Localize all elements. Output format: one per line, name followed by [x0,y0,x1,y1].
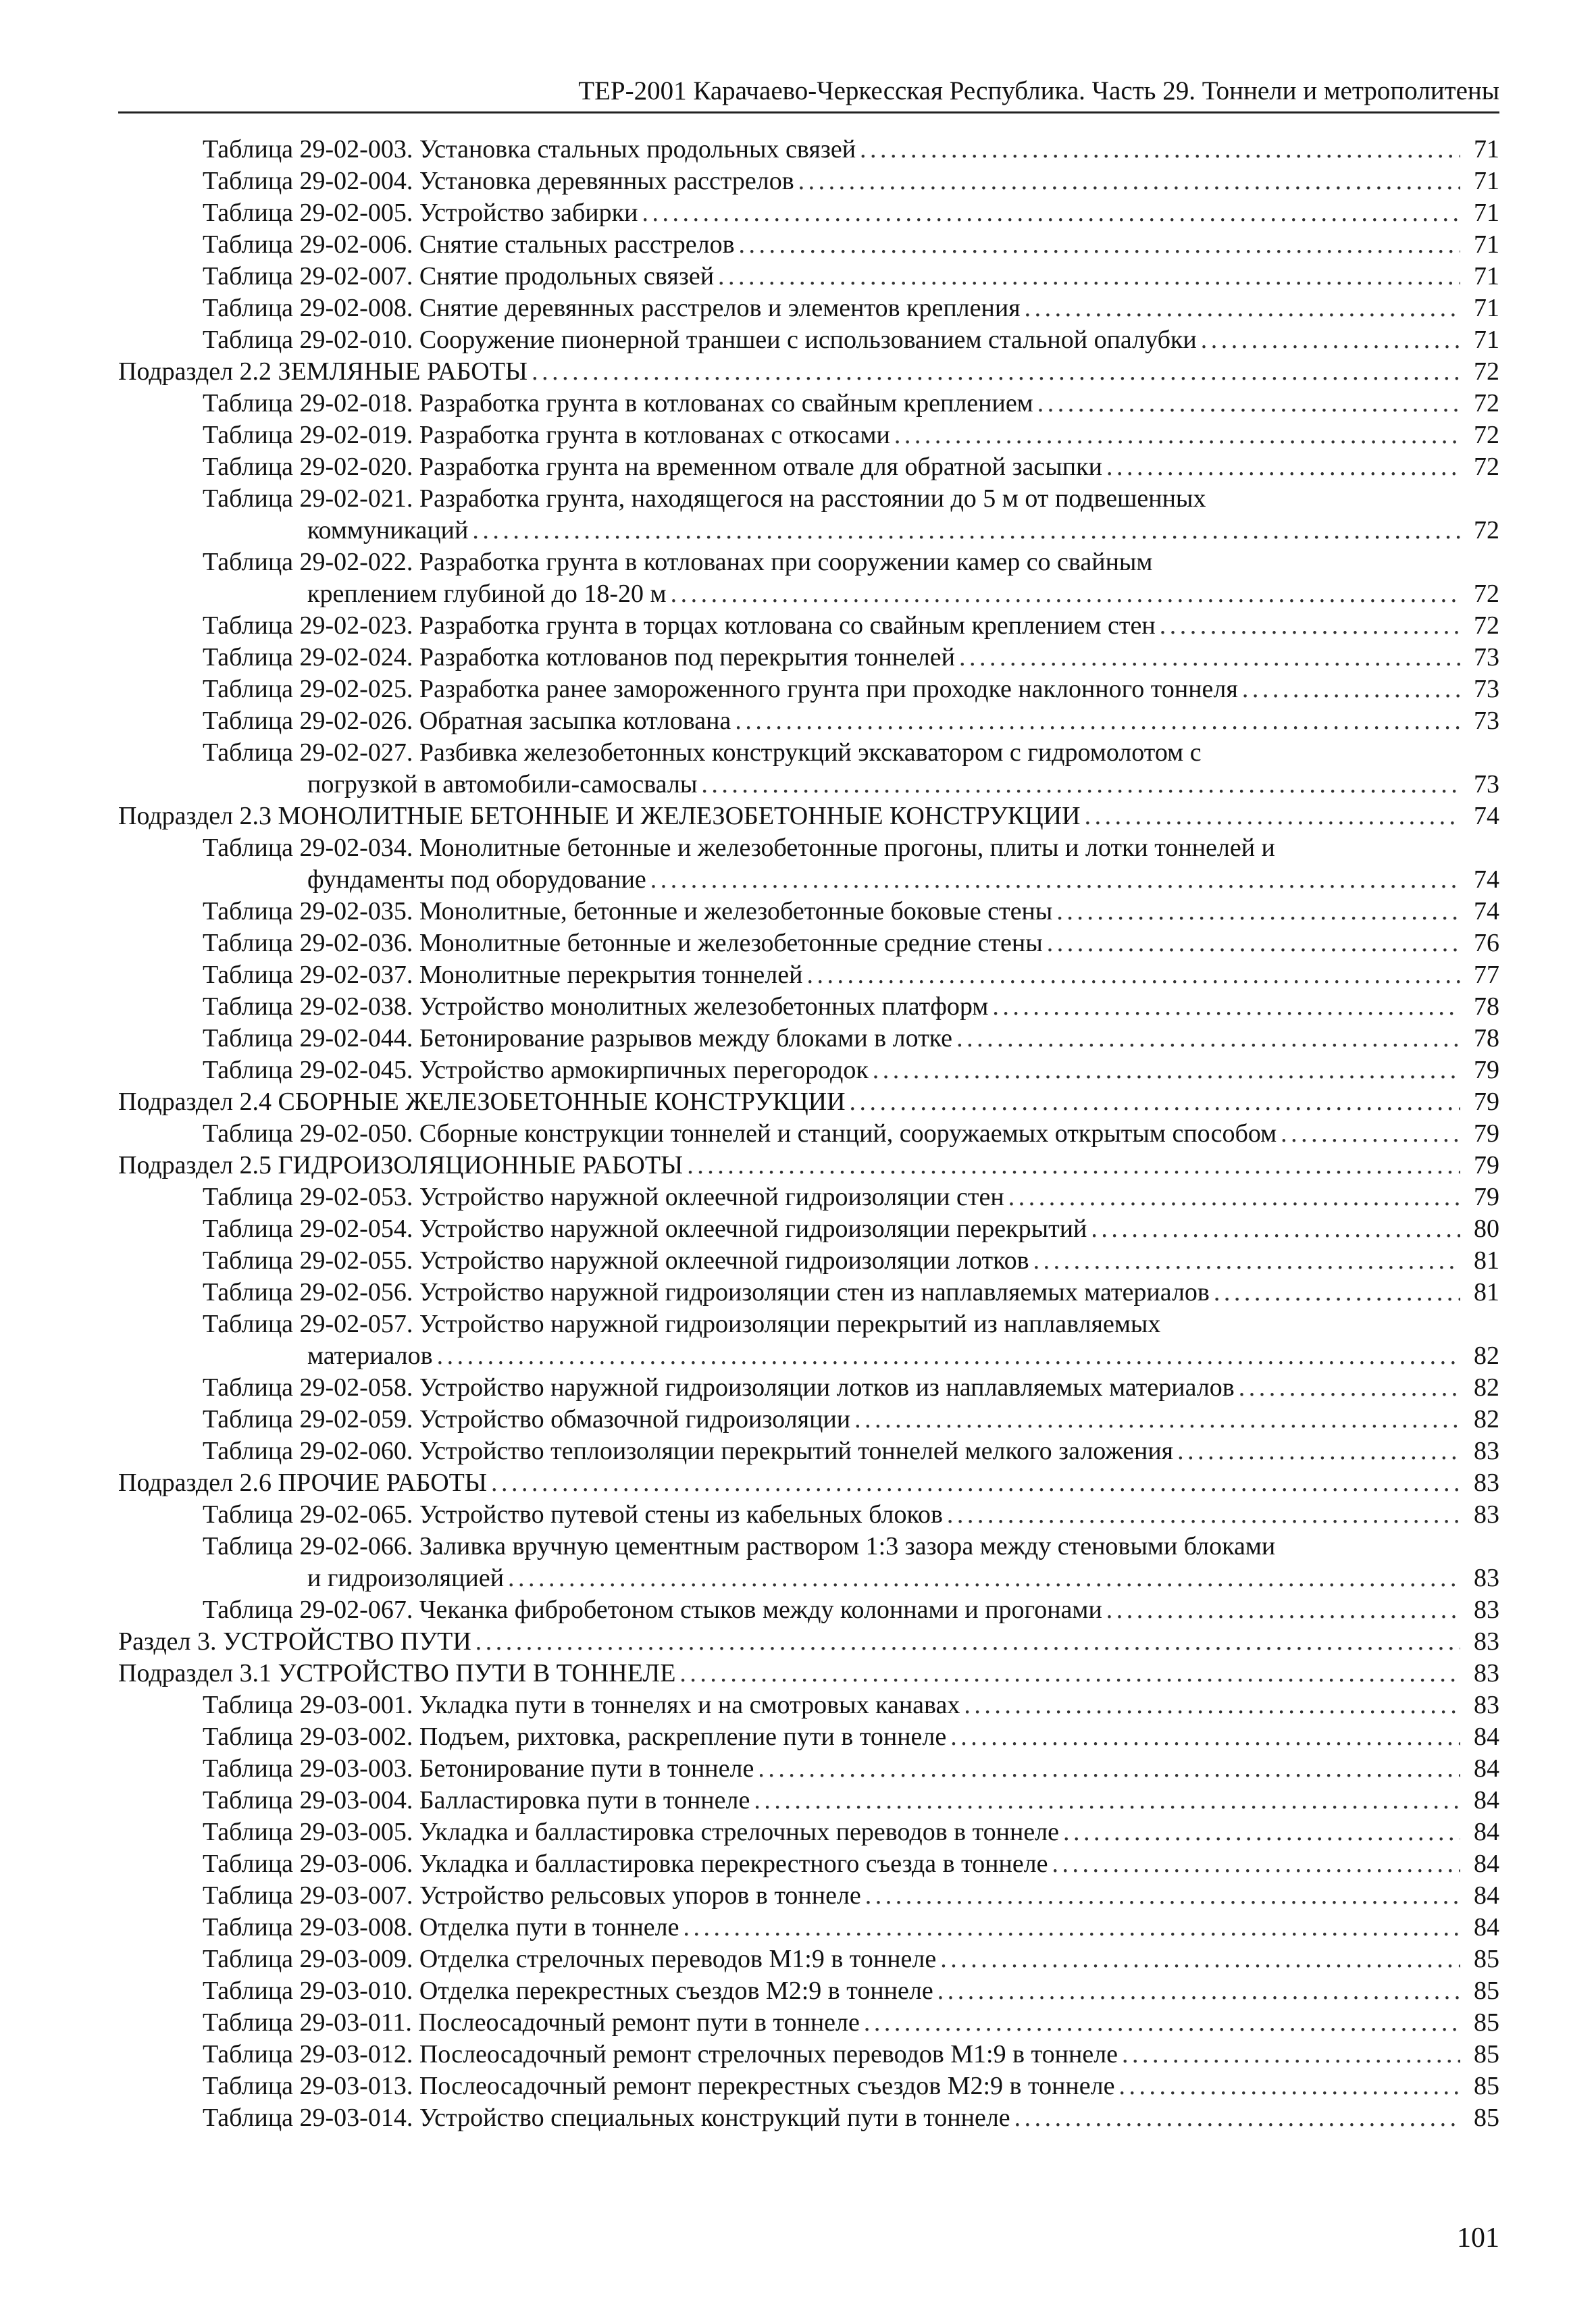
dot-leader [472,515,1460,547]
toc-entry-title: Таблица 29-03-013. Послеосадочный ремонт перекрестных съездов М2:9 в тоннеле [203,2072,1115,2100]
toc-entry-continuation [203,515,1499,547]
toc-entry-title: Таблица 29-03-007. Устройство рельсовых упоров в тоннеле [203,1881,861,1910]
toc-entry-title: Таблица 29-02-037. Монолитные перекрытия тоннелей [203,961,803,989]
toc-entry-page: 84 [1474,1754,1499,1783]
toc-table-entry[interactable] [118,388,1499,420]
toc-entry-page: 85 [1474,2104,1499,2132]
toc-entry-title: Таблица 29-03-003. Бетонирование пути в тоннеле [203,1754,754,1783]
toc-entry-page: 84 [1474,1818,1499,1846]
dot-leader [1063,1816,1460,1848]
toc-table-entry[interactable] [118,1721,1499,1753]
toc-entry-page: 73 [1474,770,1499,798]
toc-entry-title: Таблица 29-03-010. Отделка перекрестных съездов М2:9 в тоннеле [203,1977,933,2005]
toc-entry-title: Таблица 29-02-003. Установка стальных продольных связей [203,135,856,163]
dot-leader [718,261,1460,293]
toc-entry-title: Таблица 29-02-067. Чеканка фибробетоном стыков между колоннами и прогонами [203,1596,1102,1624]
toc-table-entry[interactable] [118,1531,1499,1594]
toc-entry-title: Таблица 29-02-036. Монолитные бетонные и железобетонные средние стены [203,929,1043,957]
toc-entry-continuation [203,864,1499,896]
toc-entry-title: Таблица 29-02-054. Устройство наружной оклеечной гидроизоляции перекрытий [203,1215,1087,1243]
toc-table-entry[interactable] [118,1848,1499,1880]
toc-entry-title: Таблица 29-03-006. Укладка и балластировка перекрестного съезда в тоннеле [203,1850,1048,1878]
toc-entry-page: 76 [1474,929,1499,957]
toc-entry-page: 72 [1474,611,1499,640]
toc-entry-page: 73 [1474,707,1499,735]
dot-leader [1033,1245,1460,1277]
toc-table-entry[interactable] [118,1753,1499,1785]
dot-leader [1052,1848,1460,1880]
toc-table-entry[interactable] [118,261,1499,293]
dot-leader [1056,896,1460,927]
toc-entry-title: Подраздел 2.4 СБОРНЫЕ ЖЕЛЕЗОБЕТОННЫЕ КОНСТРУКЦИИ [118,1088,846,1116]
toc-table-entry[interactable] [118,2039,1499,2070]
toc-entry-title: Таблица 29-02-004. Установка деревянных расстрелов [203,167,794,195]
toc-entry-page: 71 [1474,135,1499,163]
toc-entry-title: Таблица 29-02-024. Разработка котлованов под перекрытия тоннелей [203,643,956,671]
toc-entry-page: 82 [1474,1373,1499,1402]
dot-leader [947,1499,1460,1531]
toc-entry-page: 84 [1474,1723,1499,1751]
toc-entry-title: Таблица 29-02-019. Разработка грунта в котлованах с откосами [203,421,890,449]
toc-entry-title: Таблица 29-02-053. Устройство наружной оклеечной гидроизоляции стен [203,1183,1004,1211]
toc-entry-page: 84 [1474,1786,1499,1814]
toc-entry-page: 83 [1474,1469,1499,1497]
toc-entry-title: Таблица 29-03-002. Подъем, рихтовка, раскрепление пути в тоннеле [203,1723,947,1751]
toc-entry-title-cont: креплением глубиной до 18-20 м [307,580,667,608]
dot-leader [1037,388,1460,420]
toc-section-entry[interactable] [118,800,1499,832]
toc-table-entry[interactable] [118,483,1499,547]
toc-entry-title: Таблица 29-02-026. Обратная засыпка котлована [203,707,731,735]
toc-table-entry[interactable] [118,1499,1499,1531]
dot-leader [956,1023,1460,1054]
toc-table-entry[interactable] [118,547,1499,610]
toc-table-entry[interactable] [118,451,1499,483]
toc-entry-page: 84 [1474,1913,1499,1941]
dot-leader [865,1880,1460,1912]
dot-leader [684,1912,1461,1943]
toc-table-entry[interactable] [118,2070,1499,2102]
toc-entry-page: 79 [1474,1183,1499,1211]
toc-entry-page: 83 [1474,1500,1499,1529]
toc-entry-page: 74 [1474,802,1499,830]
toc-table-entry[interactable] [118,1594,1499,1626]
toc-entry-page: 85 [1474,1977,1499,2005]
toc-section-entry[interactable] [118,1626,1499,1658]
toc-entry-title: Раздел 3. УСТРОЙСТВО ПУТИ [118,1627,471,1656]
dot-leader [1091,1213,1460,1245]
toc-table-entry[interactable] [118,927,1499,959]
dot-leader [894,420,1460,451]
toc-entry-page: 84 [1474,1881,1499,1910]
toc-entry-page: 78 [1474,1024,1499,1052]
dot-leader [754,1785,1460,1816]
toc-entry-continuation [203,578,1499,610]
toc-entry-title: Таблица 29-03-005. Укладка и балластировка стрелочных переводов в тоннеле [203,1818,1060,1846]
toc-table-entry[interactable] [118,1118,1499,1150]
toc-entry-page: 71 [1474,199,1499,227]
toc-table-entry[interactable] [118,2102,1499,2134]
toc-section-entry[interactable] [118,1086,1499,1118]
dot-leader [1122,2039,1460,2070]
toc-entry-page: 81 [1474,1278,1499,1306]
dot-leader [1025,293,1460,324]
toc-table-entry[interactable] [118,1912,1499,1943]
dot-leader [650,864,1460,896]
toc-entry-title: Таблица 29-02-055. Устройство наружной оклеечной гидроизоляции лотков [203,1246,1029,1275]
dot-leader [1014,2102,1460,2134]
toc-entry-continuation [203,1562,1499,1594]
toc-table-entry[interactable] [118,420,1499,451]
dot-leader [437,1340,1460,1372]
toc-table-entry[interactable] [118,832,1499,896]
toc-entry-title: Таблица 29-02-023. Разработка грунта в торцах котлована со свайным креплением стен [203,611,1156,640]
toc-table-entry[interactable] [118,1181,1499,1213]
dot-leader [671,578,1460,610]
dot-leader [758,1753,1460,1785]
dot-leader [701,769,1460,800]
toc-entry-title-cont: фундаменты под оборудование [307,865,646,894]
toc-entry-page: 72 [1474,516,1499,544]
table-of-contents [118,134,1499,2134]
toc-entry-title: Подраздел 3.1 УСТРОЙСТВО ПУТИ В ТОННЕЛЕ [118,1659,676,1687]
toc-entry-title: Таблица 29-02-044. Бетонирование разрывов между блоками в лотке [203,1024,953,1052]
toc-entry-page: 79 [1474,1151,1499,1179]
toc-entry-title: Таблица 29-03-014. Устройство специальных конструкций пути в тоннеле [203,2104,1010,2132]
dot-leader [679,1658,1460,1689]
toc-entry-title: Подраздел 2.6 ПРОЧИЕ РАБОТЫ [118,1469,487,1497]
toc-entry-page: 79 [1474,1056,1499,1084]
toc-entry-page: 71 [1474,326,1499,354]
toc-entry-page: 77 [1474,961,1499,989]
toc-entry-title-cont: материалов [307,1342,433,1370]
toc-entry-title: Таблица 29-02-027. Разбивка железобетонных конструкций экскаватором с гидромолотом с [203,738,1202,767]
toc-entry-page: 85 [1474,1945,1499,1973]
dot-leader [860,134,1460,166]
toc-table-entry[interactable] [118,1880,1499,1912]
toc-entry-page: 83 [1474,1627,1499,1656]
dot-leader [1118,2070,1460,2102]
running-header: ТЕР-2001 Карачаево-Черкесская Республика. Часть 29. Тоннели и метрополитены [118,71,1499,113]
dot-leader [950,1721,1460,1753]
toc-entry-page: 83 [1474,1437,1499,1465]
toc-entry-title: Таблица 29-02-050. Сборные конструкции тоннелей и станций, сооружаемых открытым способом [203,1119,1277,1148]
toc-table-entry[interactable] [118,324,1499,356]
dot-leader [1201,324,1460,356]
toc-entry-title: Таблица 29-02-005. Устройство забирки [203,199,638,227]
page-number: 101 [1457,2222,1499,2254]
dot-leader [854,1404,1460,1435]
dot-leader [992,991,1460,1023]
toc-entry-page: 72 [1474,389,1499,417]
dot-leader [864,2007,1460,2039]
toc-entry-title: Таблица 29-03-012. Послеосадочный ремонт стрелочных переводов М1:9 в тоннеле [203,2040,1118,2068]
toc-table-entry[interactable] [118,1689,1499,1721]
toc-entry-title: Таблица 29-02-056. Устройство наружной гидроизоляции стен из наплавляемых материалов [203,1278,1210,1306]
toc-entry-page: 83 [1474,1596,1499,1624]
toc-table-entry[interactable] [118,610,1499,642]
toc-entry-page: 72 [1474,453,1499,481]
toc-entry-title: Подраздел 2.2 ЗЕМЛЯНЫЕ РАБОТЫ [118,357,528,386]
dot-leader [1160,610,1460,642]
toc-entry-title: Таблица 29-02-006. Снятие стальных расстрелов [203,230,735,259]
toc-table-entry[interactable] [118,1245,1499,1277]
dot-leader [1047,927,1460,959]
toc-table-entry[interactable] [118,197,1499,229]
toc-entry-page: 71 [1474,294,1499,322]
toc-entry-page: 79 [1474,1119,1499,1148]
dot-leader [642,197,1460,229]
dot-leader [491,1467,1460,1499]
toc-section-entry[interactable] [118,1150,1499,1181]
toc-table-entry[interactable] [118,705,1499,737]
toc-entry-page: 85 [1474,2008,1499,2037]
toc-entry-title: Таблица 29-03-011. Послеосадочный ремонт пути в тоннеле [203,2008,860,2037]
toc-table-entry[interactable] [118,1054,1499,1086]
toc-entry-title: Таблица 29-02-010. Сооружение пионерной траншеи с использованием стальной опалубки [203,326,1197,354]
dot-leader [1214,1277,1460,1308]
toc-entry-title: Таблица 29-02-057. Устройство наружной гидроизоляции перекрытий из наплавляемых [203,1310,1161,1338]
toc-entry-page: 74 [1474,865,1499,894]
toc-table-entry[interactable] [118,134,1499,166]
toc-entry-page: 74 [1474,897,1499,925]
dot-leader [959,642,1460,673]
toc-table-entry[interactable] [118,1372,1499,1404]
toc-entry-page: 81 [1474,1246,1499,1275]
toc-entry-continuation [203,1340,1499,1372]
toc-table-entry[interactable] [118,673,1499,705]
toc-entry-page: 80 [1474,1215,1499,1243]
toc-entry-title: Таблица 29-02-007. Снятие продольных связей [203,262,715,290]
dot-leader [508,1562,1460,1594]
toc-entry-page: 83 [1474,1564,1499,1592]
toc-entry-page: 72 [1474,357,1499,386]
toc-entry-page: 72 [1474,421,1499,449]
toc-entry-continuation [203,769,1499,800]
toc-entry-title: Таблица 29-03-009. Отделка стрелочных переводов М1:9 в тоннеле [203,1945,937,1973]
dot-leader [873,1054,1460,1086]
toc-section-entry[interactable] [118,1467,1499,1499]
toc-entry-page: 83 [1474,1691,1499,1719]
toc-entry-page: 82 [1474,1405,1499,1433]
toc-entry-title: Таблица 29-02-035. Монолитные, бетонные и железобетонные боковые стены [203,897,1053,925]
toc-entry-title: Таблица 29-03-004. Балластировка пути в тоннеле [203,1786,750,1814]
toc-entry-title: Таблица 29-02-021. Разработка грунта, находящегося на расстоянии до 5 м от подвешенных [203,484,1206,513]
toc-entry-title: Таблица 29-02-018. Разработка грунта в котлованах со свайным креплением [203,389,1033,417]
dot-leader [1008,1181,1460,1213]
toc-table-entry[interactable] [118,1308,1499,1372]
toc-table-entry[interactable] [118,1435,1499,1467]
toc-entry-title-cont: коммуникаций [307,516,469,544]
toc-table-entry[interactable] [118,1975,1499,2007]
toc-entry-title: Таблица 29-03-001. Укладка пути в тоннелях и на смотровых канавах [203,1691,960,1719]
toc-entry-title: Таблица 29-02-038. Устройство монолитных железобетонных платформ [203,992,989,1021]
dot-leader [964,1689,1460,1721]
toc-entry-title: Таблица 29-02-045. Устройство армокирпичных перегородок [203,1056,869,1084]
toc-table-entry[interactable] [118,642,1499,673]
toc-entry-page: 78 [1474,992,1499,1021]
toc-entry-page: 84 [1474,1850,1499,1878]
toc-entry-page: 73 [1474,643,1499,671]
toc-table-entry[interactable] [118,166,1499,197]
toc-entry-title: Таблица 29-02-065. Устройство путевой стены из кабельных блоков [203,1500,943,1529]
toc-table-entry[interactable] [118,1023,1499,1054]
toc-entry-page: 73 [1474,675,1499,703]
toc-table-entry[interactable] [118,229,1499,261]
dot-leader [850,1086,1460,1118]
toc-section-entry[interactable] [118,1658,1499,1689]
toc-entry-title: Таблица 29-03-008. Отделка пути в тоннеле [203,1913,679,1941]
dot-leader [475,1626,1460,1658]
toc-entry-title-cont: и гидроизоляцией [307,1564,505,1592]
toc-section-entry[interactable] [118,356,1499,388]
toc-entry-page: 71 [1474,230,1499,259]
toc-entry-title: Таблица 29-02-034. Монолитные бетонные и железобетонные прогоны, плиты и лотки тоннелей и [203,834,1275,862]
dot-leader [937,1975,1460,2007]
toc-entry-title: Подраздел 2.5 ГИДРОИЗОЛЯЦИОННЫЕ РАБОТЫ [118,1151,684,1179]
dot-leader [739,229,1460,261]
toc-table-entry[interactable] [118,2007,1499,2039]
toc-entry-title-cont: погрузкой в автомобили-самосвалы [307,770,698,798]
toc-table-entry[interactable] [118,1213,1499,1245]
toc-entry-page: 83 [1474,1659,1499,1687]
dot-leader [1177,1435,1460,1467]
dot-leader [1242,673,1460,705]
toc-entry-title: Таблица 29-02-059. Устройство обмазочной гидроизоляции [203,1405,851,1433]
toc-table-entry[interactable] [118,1816,1499,1848]
dot-leader [806,959,1460,991]
dot-leader [1106,1594,1460,1626]
toc-entry-page: 82 [1474,1342,1499,1370]
toc-entry-page: 71 [1474,262,1499,290]
toc-table-entry[interactable] [118,1404,1499,1435]
toc-entry-title: Таблица 29-02-008. Снятие деревянных расстрелов и элементов крепления [203,294,1021,322]
toc-entry-title: Таблица 29-02-058. Устройство наружной гидроизоляции лотков из наплавляемых материалов [203,1373,1235,1402]
toc-table-entry[interactable] [118,1943,1499,1975]
dot-leader [1239,1372,1460,1404]
toc-entry-title: Таблица 29-02-022. Разработка грунта в котлованах при сооружении камер со свайным [203,548,1153,576]
toc-entry-page: 72 [1474,580,1499,608]
toc-entry-page: 85 [1474,2072,1499,2100]
toc-entry-page: 71 [1474,167,1499,195]
toc-entry-page: 85 [1474,2040,1499,2068]
dot-leader [1281,1118,1460,1150]
toc-table-entry[interactable] [118,737,1499,800]
toc-entry-title: Таблица 29-02-025. Разработка ранее замороженного грунта при проходке наклонного тоннеля [203,675,1238,703]
toc-table-entry[interactable] [118,293,1499,324]
toc-table-entry[interactable] [118,896,1499,927]
dot-leader [1106,451,1460,483]
dot-leader [735,705,1460,737]
toc-table-entry[interactable] [118,959,1499,991]
toc-table-entry[interactable] [118,991,1499,1023]
dot-leader [687,1150,1460,1181]
dot-leader [1085,800,1460,832]
dot-leader [940,1943,1460,1975]
toc-entry-title: Таблица 29-02-020. Разработка грунта на временном отвале для обратной засыпки [203,453,1102,481]
toc-entry-page: 79 [1474,1088,1499,1116]
toc-entry-title: Таблица 29-02-066. Заливка вручную цементным раствором 1:3 зазора между стеновыми блоками [203,1532,1276,1560]
dot-leader [532,356,1460,388]
toc-entry-title: Подраздел 2.3 МОНОЛИТНЫЕ БЕТОННЫЕ И ЖЕЛЕЗОБЕТОННЫЕ КОНСТРУКЦИИ [118,802,1081,830]
toc-table-entry[interactable] [118,1785,1499,1816]
toc-entry-title: Таблица 29-02-060. Устройство теплоизоляции перекрытий тоннелей мелкого заложения [203,1437,1174,1465]
dot-leader [798,166,1460,197]
toc-table-entry[interactable] [118,1277,1499,1308]
